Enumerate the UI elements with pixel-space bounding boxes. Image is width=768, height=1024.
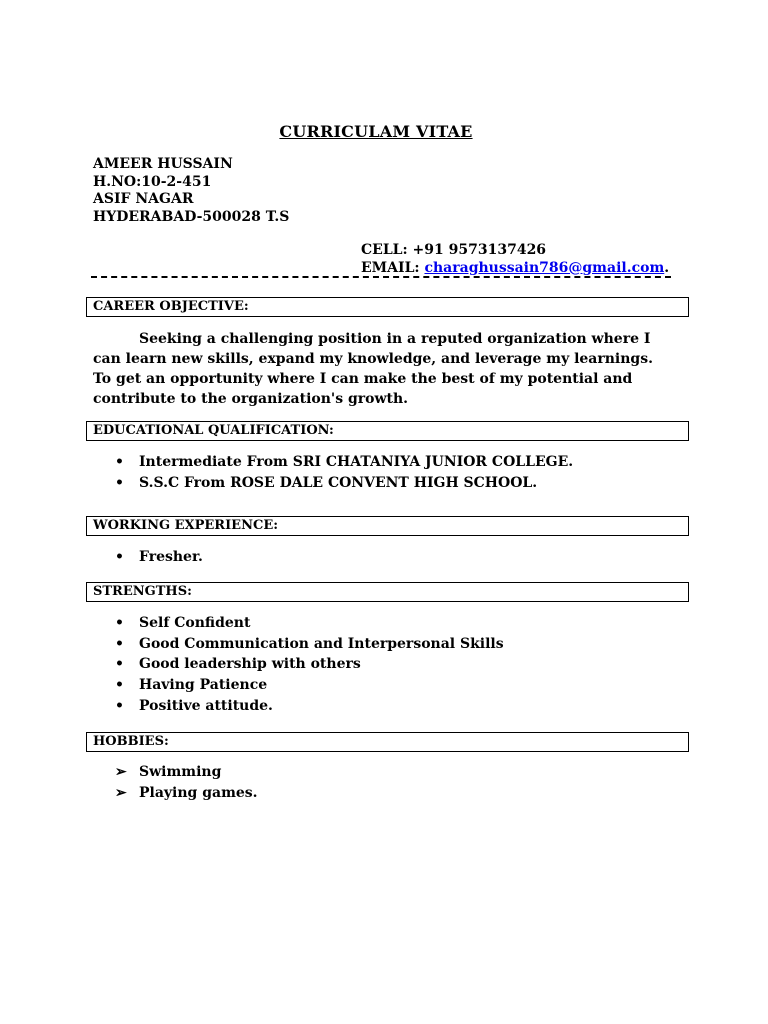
list-item: • Intermediate From SRI CHATANIYA JUNIOR COLLEGE.	[93, 452, 573, 473]
bullet-icon: •	[115, 677, 124, 694]
experience-list	[93, 547, 203, 568]
address-block	[93, 156, 289, 226]
house-number: H.NO:10-2-451	[93, 173, 212, 190]
strengths-heading: STRENGTHS:	[86, 582, 689, 602]
cell-line	[361, 242, 669, 260]
area: ASIF NAGAR	[93, 191, 194, 207]
list-item: • Good Communication and Interpersonal Skills	[93, 634, 504, 655]
email-link[interactable]: charaghussain786@gmail.com	[424, 259, 665, 276]
city: HYDERABAD-500028 T.S	[93, 208, 290, 225]
bullet-icon: •	[115, 549, 124, 565]
email-line	[361, 260, 669, 278]
contact-block	[361, 242, 669, 277]
bullet-icon: •	[115, 474, 124, 491]
cell-label: CELL:	[361, 242, 408, 258]
education-list	[93, 452, 573, 493]
hobbies-list	[93, 762, 258, 803]
experience-heading: WORKING EXPERIENCE:	[86, 516, 689, 536]
bullet-icon: •	[115, 656, 124, 673]
applicant-name: AMEER HUSSAIN	[93, 156, 233, 172]
bullet-icon: •	[115, 635, 124, 652]
list-item: • Good leadership with others	[93, 654, 504, 675]
arrow-bullet-icon: ➢	[115, 764, 127, 780]
list-item: ➢ Playing games.	[93, 783, 258, 804]
list-item: • Positive attitude.	[93, 696, 504, 717]
strengths-list	[93, 613, 504, 716]
education-heading: EDUCATIONAL QUALIFICATION:	[86, 421, 689, 441]
list-item: • Having Patience	[93, 675, 504, 696]
career-objective-heading: CAREER OBJECTIVE:	[86, 297, 689, 317]
career-objective-text: Seeking a challenging position in a reputed organization where I can learn new skills, expand my knowledge, and leverage my learnings. To get an opportunity where I can make the best of my potential and contribute to the organization's growth.	[93, 331, 653, 407]
arrow-bullet-icon: ➢	[115, 784, 127, 801]
cell-number: +91 9573137426	[412, 242, 547, 258]
list-item: • Fresher.	[93, 547, 203, 568]
document-title: CURRICULAM VITAE	[279, 122, 473, 141]
list-item: ➢ Swimming	[93, 762, 258, 783]
email-label: EMAIL:	[361, 259, 420, 276]
dashed-separator	[91, 276, 671, 288]
bullet-icon: •	[115, 697, 124, 714]
email-trailing-period: .	[664, 259, 670, 276]
list-item: • Self Confident	[93, 613, 504, 634]
bullet-icon: •	[115, 454, 124, 470]
bullet-icon: •	[115, 615, 124, 631]
list-item: • S.S.C From ROSE DALE CONVENT HIGH SCHOOL.	[93, 473, 573, 494]
hobbies-heading: HOBBIES:	[86, 732, 689, 752]
